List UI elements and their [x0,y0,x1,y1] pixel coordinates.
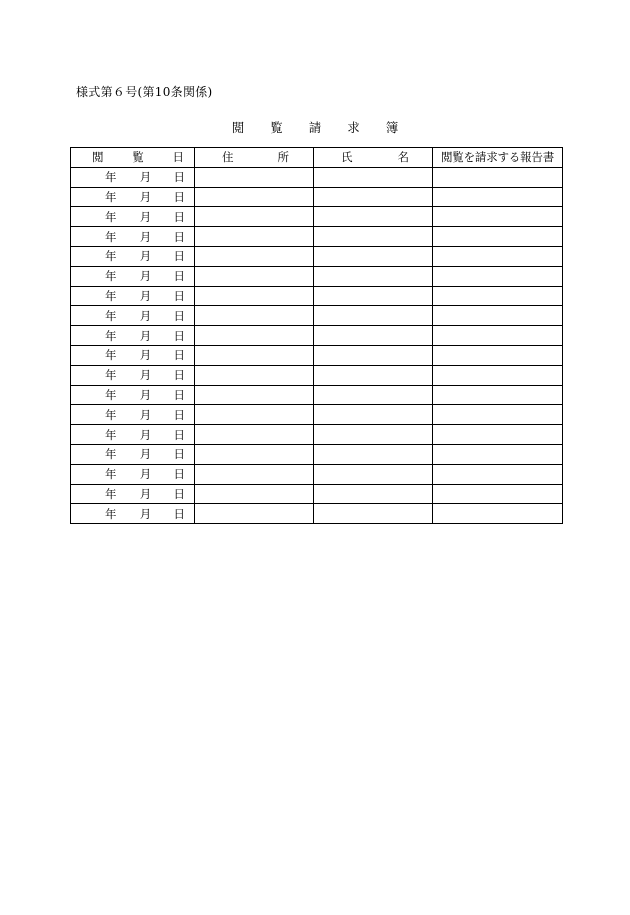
year-label: 年 [105,209,117,224]
year-label: 年 [105,427,117,442]
month-label: 月 [139,427,152,442]
date-cell[interactable] [71,464,195,484]
address-cell[interactable] [195,504,314,524]
document-title [0,118,630,136]
form-number-label: 様式第６号(第10条関係) [76,85,213,99]
day-label: 日 [173,407,185,422]
title-char: 閲 [231,120,245,135]
date-cell[interactable] [71,504,195,524]
address-cell[interactable] [195,385,314,405]
year-label: 年 [105,447,117,462]
header-char: 日 [172,150,184,165]
day-label: 日 [173,189,185,204]
header-char: 住 [222,150,234,165]
day-label: 日 [173,427,185,442]
day-label: 日 [173,506,185,521]
day-label: 日 [173,467,185,482]
year-label: 年 [105,328,117,343]
year-label: 年 [105,348,117,363]
day-label: 日 [173,328,185,343]
header-char: 所 [277,150,289,165]
header-inspection-date [71,148,195,168]
year-label: 年 [105,269,117,284]
name-cell[interactable] [314,365,433,385]
report-cell[interactable] [433,167,563,187]
year-label: 年 [105,288,117,303]
day-label: 日 [173,249,185,264]
date-cell[interactable] [71,484,195,504]
table-row [71,385,563,405]
report-cell[interactable] [433,345,563,365]
date-cell[interactable] [71,187,195,207]
address-cell[interactable] [195,207,314,227]
day-label: 日 [173,308,185,323]
address-cell[interactable] [195,444,314,464]
report-cell[interactable] [433,425,563,445]
table-row [71,345,563,365]
header-char: 覧 [132,150,144,165]
name-cell[interactable] [314,504,433,524]
date-cell[interactable] [71,444,195,464]
month-label: 月 [139,447,152,462]
address-cell[interactable] [195,306,314,326]
address-cell[interactable] [195,464,314,484]
date-cell[interactable] [71,405,195,425]
title-char: 求 [347,120,360,135]
name-cell[interactable] [314,425,433,445]
day-label: 日 [173,170,185,185]
year-label: 年 [105,407,117,422]
year-label: 年 [105,368,117,383]
day-label: 日 [173,269,185,284]
month-label: 月 [139,368,152,383]
day-label: 日 [173,368,185,383]
date-cell[interactable] [71,345,195,365]
date-cell[interactable] [71,385,195,405]
table-row [71,207,563,227]
month-label: 月 [139,170,152,185]
report-cell[interactable] [433,246,563,266]
report-cell[interactable] [433,444,563,464]
name-cell[interactable] [314,484,433,504]
name-cell[interactable] [314,385,433,405]
name-cell[interactable] [314,326,433,346]
table-row [71,326,563,346]
table-row [71,187,563,207]
year-label: 年 [105,387,117,402]
year-label: 年 [105,249,117,264]
month-label: 月 [139,229,152,244]
address-cell[interactable] [195,246,314,266]
header-address [195,148,314,168]
day-label: 日 [173,387,185,402]
name-cell[interactable] [314,306,433,326]
table-body [71,167,563,523]
address-cell[interactable] [195,484,314,504]
report-cell[interactable] [433,326,563,346]
table-row [71,246,563,266]
address-cell[interactable] [195,167,314,187]
report-cell[interactable] [433,405,563,425]
month-label: 月 [139,249,152,264]
year-label: 年 [105,467,117,482]
day-label: 日 [173,486,185,501]
table-row [71,405,563,425]
month-label: 月 [139,486,152,501]
day-label: 日 [173,209,185,224]
month-label: 月 [139,506,152,521]
year-label: 年 [105,170,117,185]
name-cell[interactable] [314,227,433,247]
month-label: 月 [139,269,152,284]
table-row [71,266,563,286]
date-cell[interactable] [71,425,195,445]
table-header-row [71,148,563,168]
name-cell[interactable] [314,286,433,306]
table-row [71,286,563,306]
title-char: 覧 [270,120,283,135]
address-cell[interactable] [195,345,314,365]
month-label: 月 [139,308,152,323]
table-row [71,504,563,524]
date-cell[interactable] [71,365,195,385]
month-label: 月 [139,407,152,422]
date-cell[interactable] [71,167,195,187]
report-cell[interactable] [433,306,563,326]
month-label: 月 [139,328,152,343]
table-row [71,444,563,464]
report-cell[interactable] [433,207,563,227]
title-char: 簿 [385,120,399,135]
report-cell[interactable] [433,365,563,385]
report-cell[interactable] [433,286,563,306]
header-name [314,148,433,168]
report-cell[interactable] [433,227,563,247]
header-requested-report [433,148,563,168]
report-cell[interactable] [433,385,563,405]
month-label: 月 [139,209,152,224]
date-cell[interactable] [71,266,195,286]
header-report-label: 閲覧を請求する報告書 [441,150,554,165]
table-row [71,167,563,187]
report-cell[interactable] [433,484,563,504]
name-cell[interactable] [314,187,433,207]
address-cell[interactable] [195,365,314,385]
address-cell[interactable] [195,425,314,445]
name-cell[interactable] [314,464,433,484]
name-cell[interactable] [314,167,433,187]
month-label: 月 [139,189,152,204]
report-cell[interactable] [433,504,563,524]
name-cell[interactable] [314,345,433,365]
day-label: 日 [173,288,185,303]
table-row [71,306,563,326]
date-cell[interactable] [71,286,195,306]
month-label: 月 [139,288,152,303]
name-cell[interactable] [314,444,433,464]
title-char: 請 [308,120,322,135]
address-cell[interactable] [195,326,314,346]
date-cell[interactable] [71,326,195,346]
year-label: 年 [105,506,117,521]
header-char: 名 [397,150,409,165]
day-label: 日 [173,348,185,363]
address-cell[interactable] [195,266,314,286]
table-row [71,365,563,385]
year-label: 年 [105,486,117,501]
name-cell[interactable] [314,405,433,425]
table-row [71,484,563,504]
month-label: 月 [139,348,152,363]
table-row [71,464,563,484]
header-char: 閲 [92,150,104,165]
year-label: 年 [105,189,117,204]
report-cell[interactable] [433,266,563,286]
inspection-request-table [70,147,563,524]
month-label: 月 [139,387,152,402]
name-cell[interactable] [314,266,433,286]
report-cell[interactable] [433,464,563,484]
address-cell[interactable] [195,227,314,247]
date-cell[interactable] [71,207,195,227]
year-label: 年 [105,229,117,244]
name-cell[interactable] [314,207,433,227]
month-label: 月 [139,467,152,482]
name-cell[interactable] [314,246,433,266]
year-label: 年 [105,308,117,323]
day-label: 日 [173,229,185,244]
header-char: 氏 [341,150,353,165]
table-row [71,425,563,445]
day-label: 日 [173,447,185,462]
address-cell[interactable] [195,405,314,425]
address-cell[interactable] [195,286,314,306]
date-cell[interactable] [71,246,195,266]
table-row [71,227,563,247]
date-cell[interactable] [71,306,195,326]
address-cell[interactable] [195,187,314,207]
report-cell[interactable] [433,187,563,207]
date-cell[interactable] [71,227,195,247]
